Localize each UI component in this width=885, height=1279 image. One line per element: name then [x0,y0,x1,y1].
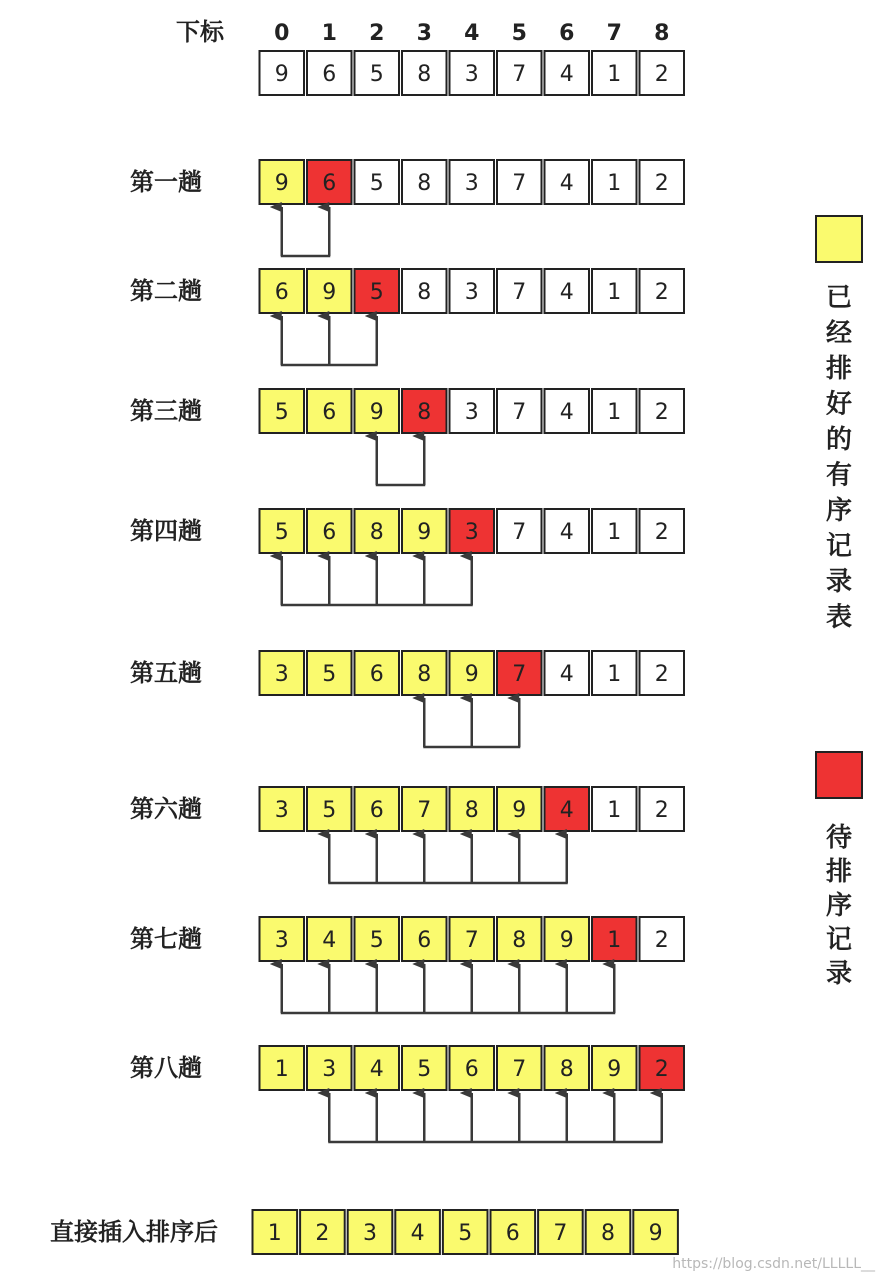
cell-value: 2 [315,1221,330,1246]
legend [816,216,862,989]
cell-value: 5 [274,400,289,425]
cell-value: 9 [464,662,479,687]
cell-value: 7 [512,171,527,196]
cell-value: 9 [417,520,432,545]
cell-value: 6 [464,1057,479,1082]
cell-value: 6 [274,280,289,305]
cell-value: 4 [559,662,574,687]
pass-row [130,651,684,747]
pass-row [130,1046,684,1142]
cell-value: 5 [274,520,289,545]
cell-value: 2 [654,798,669,823]
legend-sorted-swatch [816,216,862,262]
index-label: 4 [464,21,480,46]
cell-value: 1 [607,280,622,305]
cell-value: 6 [322,171,337,196]
cell-value: 8 [417,62,432,87]
cell-value: 4 [559,280,574,305]
cell-value: 2 [654,662,669,687]
cell-value: 7 [512,400,527,425]
cell-value: 3 [464,62,479,87]
cell-value: 3 [363,1221,377,1246]
legend-text: 已经排好的有序记录表 [825,283,853,633]
cell-value: 5 [369,171,384,196]
cell-value: 2 [654,1057,669,1082]
pass-row [130,787,684,883]
cell-value: 2 [654,280,669,305]
cell-value: 9 [648,1221,663,1246]
cell-value: 1 [607,662,622,687]
pass-row-label: 第八趟 [130,1054,202,1082]
cell-value: 1 [607,400,622,425]
cell-value: 1 [607,62,622,87]
rows [50,51,684,1254]
cell-value: 7 [464,928,479,953]
cell-value: 6 [505,1221,520,1246]
cell-value: 7 [512,1057,527,1082]
pass-row-label: 第七趟 [130,925,202,953]
index-label: 3 [416,21,432,46]
cell-value: 9 [274,62,289,87]
cell-value: 6 [369,662,384,687]
cell-value: 7 [512,520,527,545]
cell-value: 7 [512,280,527,305]
index-label: 6 [559,21,575,46]
index-row-label: 下标 [176,18,224,46]
legend-sorted-text [826,283,852,633]
cell-value: 1 [607,520,622,545]
cell-value: 3 [274,798,289,823]
cell-value: 3 [464,280,479,305]
cell-value: 8 [464,798,479,823]
cell-value: 1 [607,171,622,196]
pass-row-label: 第二趟 [130,277,202,305]
index-label: 5 [511,21,527,46]
cell-value: 6 [369,798,384,823]
cell-value: 7 [553,1221,568,1246]
cell-value: 6 [322,400,337,425]
cell-value: 8 [559,1057,574,1082]
cell-value: 4 [559,171,574,196]
legend-pending-swatch [816,752,862,798]
cell-value: 2 [654,928,669,953]
cell-value: 5 [417,1057,432,1082]
pass-row [130,389,684,485]
cell-value: 7 [512,62,527,87]
cell-value: 5 [369,62,384,87]
cell-value: 8 [417,171,432,196]
cell-value: 8 [417,280,432,305]
index-label: 2 [369,21,385,46]
cell-value: 4 [410,1221,425,1246]
index-label: 0 [274,21,290,46]
cell-value: 8 [512,928,527,953]
pass-row-label: 第五趟 [130,659,202,687]
pass-row-label: 第四趟 [130,517,202,545]
cell-value: 6 [322,62,337,87]
pass-row [130,509,684,605]
cell-value: 4 [322,928,337,953]
cell-value: 5 [458,1221,473,1246]
cell-value: 3 [322,1057,337,1082]
cell-value: 4 [369,1057,384,1082]
index-label: 1 [321,21,337,46]
index-label: 8 [654,21,670,46]
pass-row-label: 第六趟 [130,795,202,823]
cell-value: 3 [464,520,479,545]
cell-value: 8 [417,662,432,687]
cell-value: 9 [559,928,574,953]
result-row [50,1210,678,1254]
pass-row [130,160,684,256]
cell-value: 8 [417,400,432,425]
cell-value: 5 [369,928,384,953]
index-labels [274,21,669,46]
cell-value: 9 [369,400,384,425]
initial-row [260,51,685,95]
cell-value: 1 [267,1221,282,1246]
cell-value: 3 [464,171,479,196]
cell-value: 5 [322,662,337,687]
cell-value: 2 [654,62,669,87]
cell-value: 4 [559,400,574,425]
cell-value: 9 [512,798,527,823]
pass-row [130,917,684,1013]
index-label: 7 [606,21,622,46]
cell-value: 2 [654,171,669,196]
cell-value: 9 [322,280,337,305]
watermark: https://blog.csdn.net/LLLLL__ [672,1256,875,1272]
legend-pending-text [826,823,852,989]
cell-value: 5 [322,798,337,823]
legend-text: 待排序记录 [825,823,853,989]
cell-value: 3 [464,400,479,425]
cell-value: 3 [274,662,289,687]
cell-value: 6 [322,520,337,545]
cell-value: 3 [274,928,289,953]
cell-value: 4 [559,798,574,823]
cell-value: 1 [607,928,622,953]
cell-value: 5 [369,280,384,305]
cell-value: 9 [607,1057,622,1082]
cell-value: 2 [654,400,669,425]
cell-value: 7 [512,662,527,687]
cell-value: 2 [654,520,669,545]
cell-value: 7 [417,798,432,823]
cell-value: 8 [601,1221,615,1246]
cell-value: 6 [417,928,432,953]
pass-row [130,269,684,365]
cell-value: 4 [559,520,574,545]
cell-value: 1 [607,798,622,823]
pass-row-label: 第三趟 [130,397,202,425]
cell-value: 9 [274,171,289,196]
pass-row-label: 第一趟 [130,168,202,196]
cell-value: 4 [559,62,574,87]
cell-value: 1 [274,1057,289,1082]
result-row-label: 直接插入排序后 [50,1218,218,1246]
cell-value: 8 [369,520,384,545]
